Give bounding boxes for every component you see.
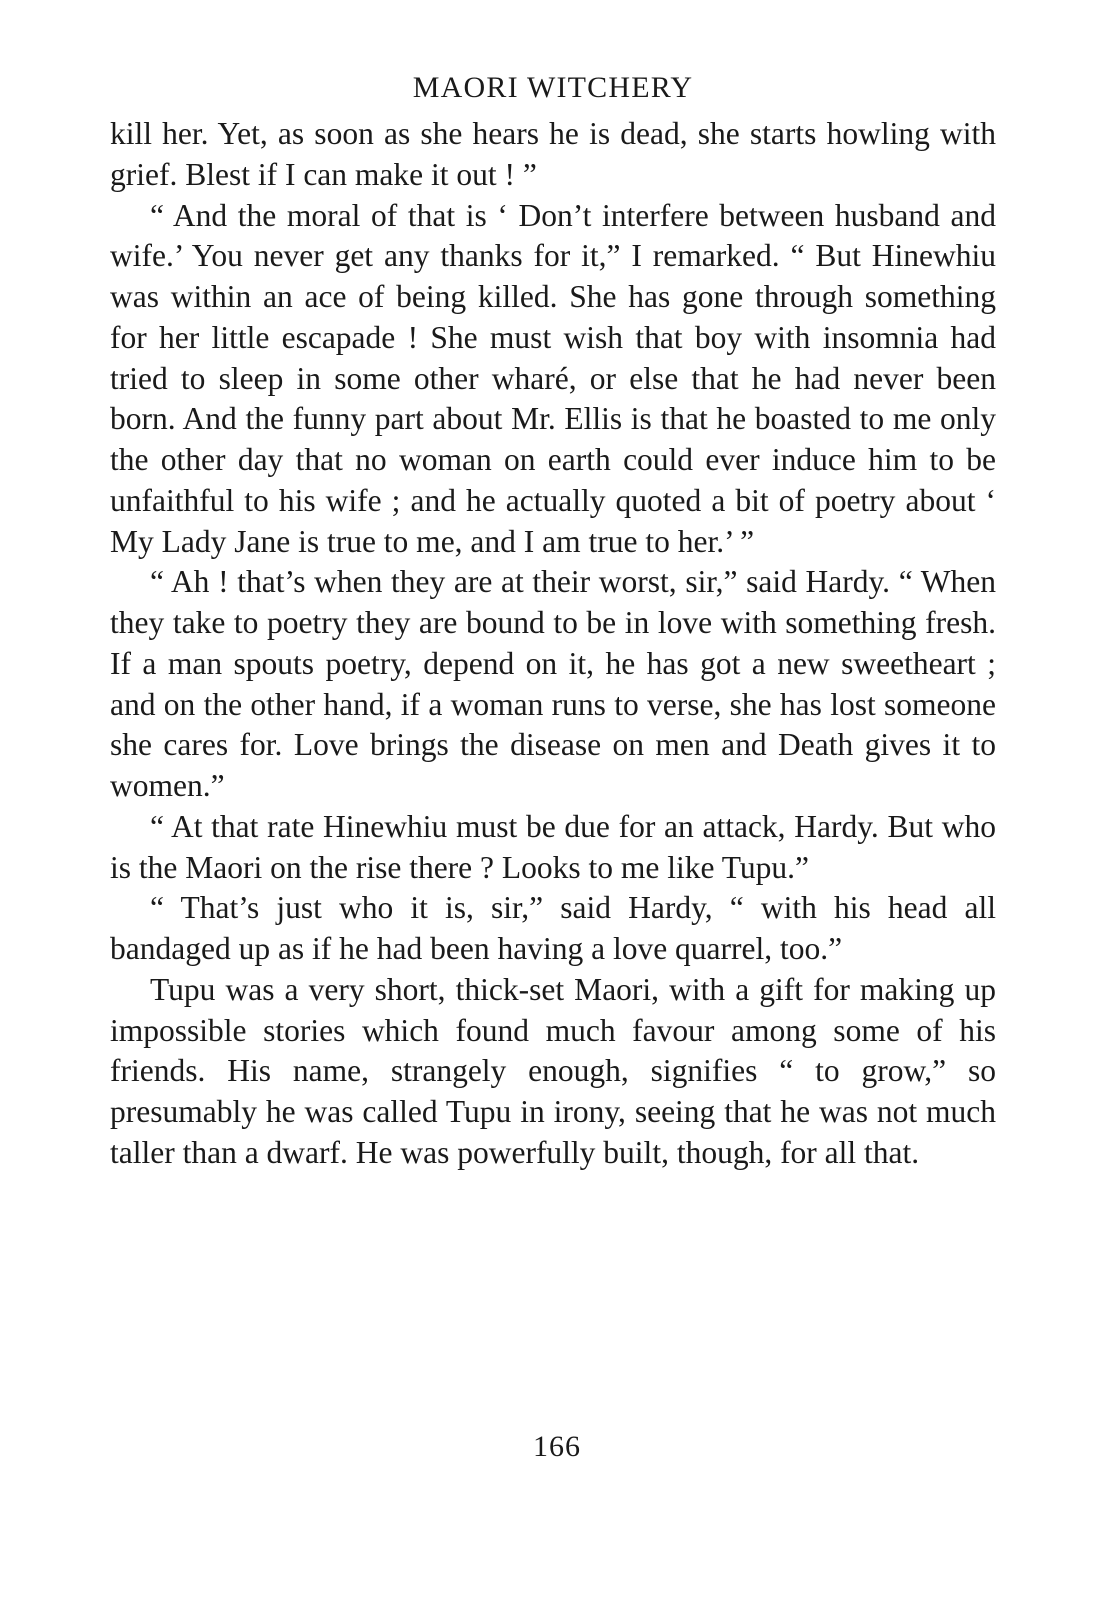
paragraph: “ Ah ! that’s when they are at their worst, sir,” said Hardy. “ When they take to poetry they are bound to be in love with something fresh. If a man spouts poetry, depend on it, he has got a new sweetheart ; and on the other hand, if a woman runs to verse, she has lost someone she cares for. Love brings the disease on men and Death gives it to women.” (110, 564, 996, 803)
book-page (110, 66, 996, 1174)
paragraph: “ That’s just who it is, sir,” said Hardy, “ with his head all bandaged up as if he had been having a love quarrel, too.” (110, 890, 996, 966)
body-text (110, 114, 996, 1174)
paragraph: Tupu was a very short, thick-set Maori, with a gift for making up impossible stories which found much favour among some of his friends. His name, strangely enough, signifies “ to grow,” so presumably he was called Tupu in irony, seeing that he was not much taller than a dwarf. He was powerfully built, though, for all that. (110, 971, 996, 1170)
paragraph: kill her. Yet, as soon as she hears he is dead, she starts howling with grief. Blest if I can make it out ! ” (110, 116, 996, 192)
page-number: 166 (533, 1430, 581, 1463)
paragraph: “ And the moral of that is ‘ Don’t interfere between husband and wife.’ You never get any thanks for it,” I remarked. “ But Hinewhiu was within an ace of being killed. She has gone through something for her little escapade ! She must wish that boy with insomnia had tried to sleep in some other wharé, or else that he had never been born. And the funny part about Mr. Ellis is that he boasted to me only the other day that no woman on earth could ever induce him to be unfaithful to his wife ; and he actually quoted a bit of poetry about ‘ My Lady Jane is true to me, and I am true to her.’ ” (110, 197, 996, 559)
running-title: MAORI WITCHERY (412, 71, 694, 104)
paragraph: “ At that rate Hinewhiu must be due for an attack, Hardy. But who is the Maori on the rise there ? Looks to me like Tupu.” (110, 808, 996, 885)
